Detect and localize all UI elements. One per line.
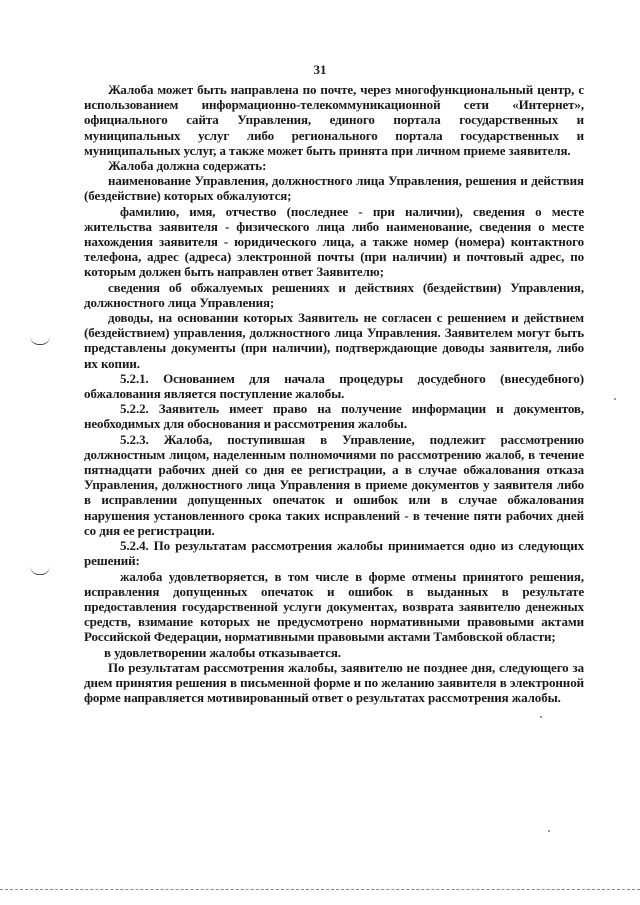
document-body [84,82,584,705]
scan-speck [614,398,616,400]
paragraph: 5.2.1. Основанием для начала процедуры досудебного (внесудебного) обжалования является поступление жалобы. [84,370,584,402]
paragraph: жалоба удовлетворяется, в том числе в форме отмены принятого решения, исправления допущенных опечаток и ошибок в выданных в результате предоставления государственной услуги документах, возврата заявителю денежных средств, взимание которых не предусмотрено нормативными правовыми актами Российской Федерации, нормативными правовыми актами Тамбовской области; [84,568,584,645]
paragraph: фамилию, имя, отчество (последнее - при наличии), сведения о месте жительства заявителя - физического лица либо наименование, сведения о месте нахождения заявителя - юридического лица, а также номер (номера) контактного телефона, адрес (адреса) электронной почты (при наличии) и почтовый адрес, по которым должен быть направлен ответ Заявителю; [84,203,584,280]
scan-speck [548,830,550,832]
paragraph: 5.2.3. Жалоба, поступившая в Управление, подлежит рассмотрению должностным лицом, наделенным полномочиями по рассмотрению жалоб, в течение пятнадцати рабочих дней со дня ее регистрации, а в случае обжалования отказа Управления, должностного лица Управления в приеме документов у заявителя либо в исправлении допущенных опечаток и ошибок или в случае обжалования нарушения установленного срока таких исправлений - в течение пяти рабочих дней со дня ее регистрации. [84,431,584,538]
scan-speck [540,716,542,718]
paragraph: наименование Управления, должностного лица Управления, решения и действия (бездействие) которых обжалуются; [84,173,584,204]
paragraph: в удовлетворении жалобы отказывается. [104,644,341,660]
paragraph: доводы, на основании которых Заявитель не согласен с решением и действием (бездействием) управления, должностного лица Управления. Заявителем могут быть представлены документы (при наличии), подтверждающие доводы заявителя, либо их копии. [84,310,584,371]
paragraph: По результатам рассмотрения жалобы, заявителю не позднее дня, следующего за днем принятия решения в письменной форме и по желанию заявителя в электронной форме направляется мотивированный ответ о результатах рассмотрения жалобы. [84,659,584,706]
paragraph: Жалоба может быть направлена по почте, через многофункциональный центр, с использованием информационно-телекоммуникационной сети «Интернет», официального сайта Управления, единого портала государственных и муниципальных услуг либо регионального портала государственных и муниципальных услуг, а также может быть принята при личном приеме заявителя. [84,82,584,158]
paragraph: Жалоба должна содержать: [108,158,267,174]
paragraph: 5.2.4. По результатам рассмотрения жалобы принимается одно из следующих решений: [84,538,584,569]
page-number: 31 [313,62,327,77]
paragraph: 5.2.2. Заявитель имеет право на получение информации и документов, необходимых для обоснования и рассмотрения жалобы. [84,401,584,432]
scan-edge-line [0,889,640,890]
paragraph: сведения об обжалуемых решениях и действиях (бездействии) Управления, должностного лица Управления; [84,279,584,310]
margin-scan-mark [30,336,50,345]
margin-scan-mark [30,566,50,575]
